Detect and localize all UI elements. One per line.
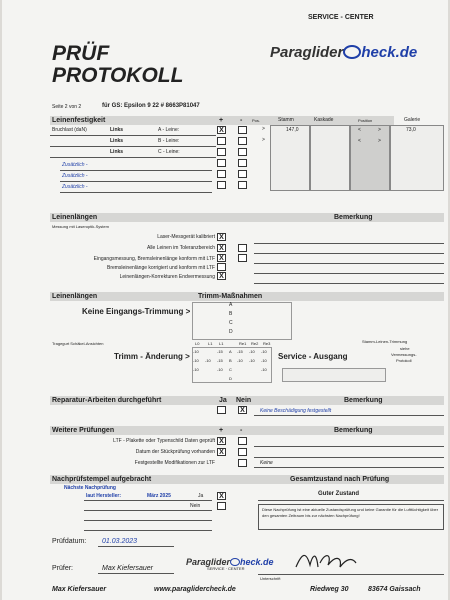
position-arrow: < bbox=[358, 127, 361, 133]
siehe-line: Protokoll bbox=[396, 358, 412, 363]
trimm-bar bbox=[50, 292, 444, 301]
weitere-bar bbox=[50, 426, 444, 435]
nein-label: Nein bbox=[190, 503, 201, 509]
siehe-line: Vermessungs- bbox=[391, 352, 417, 357]
checkbox-plus[interactable] bbox=[217, 159, 226, 167]
position-arrow: > bbox=[378, 127, 381, 133]
row-letter: B bbox=[229, 311, 233, 317]
service-center-label: SERVICE - CENTER bbox=[308, 14, 374, 21]
stamm-column bbox=[270, 125, 310, 191]
row-letter: C bbox=[229, 320, 233, 326]
trimm-left-value: -10 bbox=[193, 349, 199, 354]
trimm-right-value: -10 bbox=[237, 358, 243, 363]
checkbox-minus[interactable] bbox=[238, 254, 247, 262]
checkbox-plus[interactable] bbox=[217, 137, 226, 145]
checkbox-minus[interactable] bbox=[238, 148, 247, 156]
title-line1: PRÜF bbox=[52, 42, 110, 65]
checkbox-minus[interactable] bbox=[238, 126, 247, 134]
checkbox-plus[interactable]: X bbox=[217, 437, 226, 445]
minus-header: - bbox=[240, 117, 243, 124]
trimm-row-letter: C bbox=[229, 367, 232, 372]
naechste-pruefung-label: Nächste Nachprüfung bbox=[64, 485, 116, 491]
gesamtzustand-text: Diese Nachprüfung ist eine aktuelle Zustandsprüfung und keine Garantie für die Lufttüchtigkeit über den gesamten Zeitraum bis zur nächsten Nachprüfung! bbox=[258, 504, 444, 530]
checkbox-minus[interactable] bbox=[238, 137, 247, 145]
check-label: Eingangsmessung, Bremsleinenlänge konform mit LTF bbox=[93, 256, 215, 262]
bruchlast-label: Bruchlast (daN) bbox=[52, 127, 87, 133]
naechste-pruefung-date: März 2025 bbox=[147, 493, 171, 499]
checkbox-plus[interactable]: X bbox=[217, 126, 226, 134]
position-column bbox=[350, 125, 390, 191]
ja-label: Ja bbox=[198, 493, 204, 499]
trimm-left-value: -10 bbox=[193, 358, 199, 363]
checkbox-minus[interactable] bbox=[238, 170, 247, 178]
check-label: Datum der Stückprüfung vorhanden bbox=[135, 449, 215, 455]
address-name: Max Kiefersauer bbox=[52, 586, 107, 593]
checkbox-plus[interactable] bbox=[217, 170, 226, 178]
row-line: C - Leine: bbox=[158, 149, 180, 155]
leinenlaengen-subtitle: Messung mit Laseroptik-System bbox=[52, 224, 109, 229]
col-position: Position bbox=[358, 118, 373, 123]
trimm-right-value: -10 bbox=[249, 349, 255, 354]
extra-line: Zusätzlich - bbox=[62, 162, 88, 168]
trimm-row-letter: A bbox=[229, 349, 232, 354]
trimm-row-letter: D bbox=[229, 376, 232, 381]
trimm-left-value: -10 bbox=[205, 358, 211, 363]
unterschrift-label: Unterschrift bbox=[260, 576, 281, 581]
trimm-right-value: -15 bbox=[237, 349, 243, 354]
checkbox-plus[interactable]: X bbox=[217, 272, 226, 280]
check-label: Leinenlängen-Korrekturen Endvermessung bbox=[119, 274, 215, 280]
checkbox-plus[interactable]: X bbox=[217, 254, 226, 262]
checkbox-plus[interactable]: X bbox=[217, 448, 226, 456]
bemerkung-header: Bemerkung bbox=[334, 214, 373, 221]
signature-image bbox=[292, 545, 362, 575]
stamp-service: SERVICE · CENTER bbox=[207, 566, 245, 571]
row-letter: D bbox=[229, 329, 233, 335]
checkbox-plus[interactable]: X bbox=[217, 244, 226, 252]
stamm-value: 147,0 bbox=[286, 127, 299, 133]
trimm-title: Leinenlängen bbox=[52, 293, 98, 300]
col-label: L0 bbox=[195, 341, 200, 346]
check-label: Festgestellte Modifikationen zur LTF bbox=[134, 460, 215, 466]
reparatur-bar bbox=[50, 396, 444, 405]
plus-header: + bbox=[219, 117, 224, 124]
check-label: Bremsleinenlänge korrigiert und konform mit LTF bbox=[106, 265, 215, 271]
pos-arrow: > bbox=[262, 126, 265, 132]
kaskade-column bbox=[310, 125, 350, 191]
col-label: Re3 bbox=[263, 341, 271, 346]
row-line: B - Leine: bbox=[158, 138, 180, 144]
keine-eingang-label: Keine Eingangs-Trimmung > bbox=[82, 307, 191, 316]
leinenfestigkeit-title: Leinenfestigkeit bbox=[52, 117, 106, 124]
col-label: L1 bbox=[219, 341, 224, 346]
checkbox-plus[interactable] bbox=[217, 181, 226, 189]
trimm-left-value: -15 bbox=[217, 349, 223, 354]
row-side: Links bbox=[110, 138, 124, 144]
row-side: Links bbox=[110, 127, 124, 133]
galerie-value: 73,0 bbox=[406, 127, 416, 133]
service-ausgang-label: Service - Ausgang bbox=[278, 352, 348, 361]
stamm-leinen-label: Stamm-Leinen-Trimmung bbox=[362, 339, 408, 344]
trimm-subtitle: Trimm-Maßnahmen bbox=[198, 293, 263, 300]
stamp-check-icon bbox=[230, 558, 240, 566]
trimm-right-value: -10 bbox=[249, 358, 255, 363]
address-web: www.paraglidercheck.de bbox=[154, 586, 236, 593]
row-line: A - Leine: bbox=[158, 127, 180, 133]
checkbox-ja[interactable]: X bbox=[217, 492, 226, 500]
checkbox-minus[interactable] bbox=[238, 159, 247, 167]
weitere-keine: Keine bbox=[260, 460, 273, 466]
checkbox-plus[interactable] bbox=[217, 263, 226, 271]
checkbox-minus[interactable] bbox=[238, 437, 247, 445]
col-stamm: Stamm bbox=[278, 117, 294, 123]
col-kaskade: Kaskade bbox=[314, 117, 334, 123]
logo-part2: heck.de bbox=[361, 44, 418, 61]
device-label: für GS: Epsilon 9 22 # 8663P81047 bbox=[102, 103, 200, 109]
reparatur-note: Keine Beschädigung festgestellt bbox=[260, 408, 332, 414]
trimm-values bbox=[192, 347, 272, 383]
pos-arrow: > bbox=[262, 137, 265, 143]
col-label: L1 bbox=[208, 341, 213, 346]
check-label: Laser-Messgerät kalibriert bbox=[157, 234, 215, 240]
address-street: Riedweg 30 bbox=[310, 586, 349, 593]
pruefdatum-label: Prüfdatum: bbox=[52, 538, 87, 545]
pruefdatum-value: 01.03.2023 bbox=[102, 538, 138, 545]
checkbox-minus[interactable] bbox=[238, 181, 247, 189]
col-label: Re2 bbox=[251, 341, 259, 346]
leinenlaengen-title: Leinenlängen bbox=[52, 214, 98, 221]
checkbox-nein[interactable]: X bbox=[238, 406, 247, 414]
nachpruef-bar bbox=[50, 475, 444, 484]
position-arrow: > bbox=[378, 138, 381, 144]
row-letter: A bbox=[229, 302, 233, 308]
stamp-logo-part2: heck.de bbox=[240, 557, 274, 567]
check-label: LTF - Plakette oder Typenschild Daten geprüft bbox=[113, 438, 215, 444]
position-arrow: < bbox=[358, 138, 361, 144]
siehe-line: siehe bbox=[400, 346, 410, 351]
trimm-left-value: -15 bbox=[217, 358, 223, 363]
leinenlaengen-bar bbox=[50, 213, 444, 222]
protocol-sheet bbox=[2, 0, 448, 600]
extra-line: Zusätzlich - bbox=[62, 173, 88, 179]
checkbox-ja[interactable] bbox=[217, 406, 226, 414]
ja-header: Ja bbox=[219, 397, 227, 404]
address-city: 83674 Gaissach bbox=[368, 586, 421, 593]
trimm-right-value: -10 bbox=[261, 349, 267, 354]
extra-line: Zusätzlich - bbox=[62, 184, 88, 190]
trimm-left-value: -10 bbox=[193, 367, 199, 372]
nein-header: Nein bbox=[236, 397, 252, 404]
tragegurt-label: Tragegurt Schäkel-Ansichten bbox=[52, 341, 104, 346]
paraglidercheck-logo bbox=[270, 44, 417, 62]
galerie-column bbox=[390, 125, 444, 191]
title-line2: PROTOKOLL bbox=[52, 64, 184, 87]
service-ausgang-field[interactable] bbox=[282, 368, 386, 382]
checkbox-nein[interactable] bbox=[217, 502, 226, 510]
col-galerie: Galerie bbox=[404, 117, 421, 123]
logo-part1: Paraglider bbox=[270, 44, 344, 61]
leinenfestigkeit-bar bbox=[50, 116, 394, 125]
pruefer-value: Max Kiefersauer bbox=[102, 565, 153, 572]
trimm-grid-top bbox=[192, 302, 292, 340]
col-label: Re1 bbox=[239, 341, 247, 346]
nachpruef-title: Nachprüfstempel aufgebracht bbox=[52, 476, 152, 483]
trimm-right-value: -10 bbox=[261, 358, 267, 363]
checkbox-minus[interactable] bbox=[238, 448, 247, 456]
trimm-left-value: -10 bbox=[217, 367, 223, 372]
pruefer-label: Prüfer: bbox=[52, 565, 74, 572]
gesamtzustand-value: Guter Zustand bbox=[318, 491, 360, 497]
checkbox-plus[interactable]: X bbox=[217, 233, 226, 241]
page-info: Seite 2 von 2 bbox=[52, 104, 82, 110]
checkbox-plus[interactable] bbox=[217, 148, 226, 156]
trimm-row-letter: B bbox=[229, 358, 232, 363]
trimm-right-value: -10 bbox=[261, 367, 267, 372]
trimm-aenderung-label: Trimm - Änderung > bbox=[114, 352, 190, 361]
checkbox-minus[interactable] bbox=[238, 244, 247, 252]
check-label: Alle Leinen im Toleranzbereich bbox=[146, 245, 215, 251]
checkbox-minus[interactable] bbox=[238, 459, 247, 467]
col-pos: Pos. bbox=[252, 118, 261, 123]
laut-hersteller-label: laut Hersteller: bbox=[86, 493, 122, 499]
plus-header: + bbox=[219, 427, 224, 434]
minus-header: - bbox=[240, 427, 243, 434]
weitere-title: Weitere Prüfungen bbox=[52, 427, 115, 434]
bemerkung-header: Bemerkung bbox=[334, 427, 373, 434]
stamp-logo-part1: Paraglider bbox=[186, 557, 231, 567]
bemerkung-header: Bemerkung bbox=[344, 397, 383, 404]
logo-check-icon bbox=[343, 45, 361, 59]
gesamtzustand-title: Gesamtzustand nach Prüfung bbox=[290, 476, 390, 483]
row-side: Links bbox=[110, 149, 124, 155]
reparatur-title: Reparatur-Arbeiten durchgeführt bbox=[52, 397, 162, 404]
